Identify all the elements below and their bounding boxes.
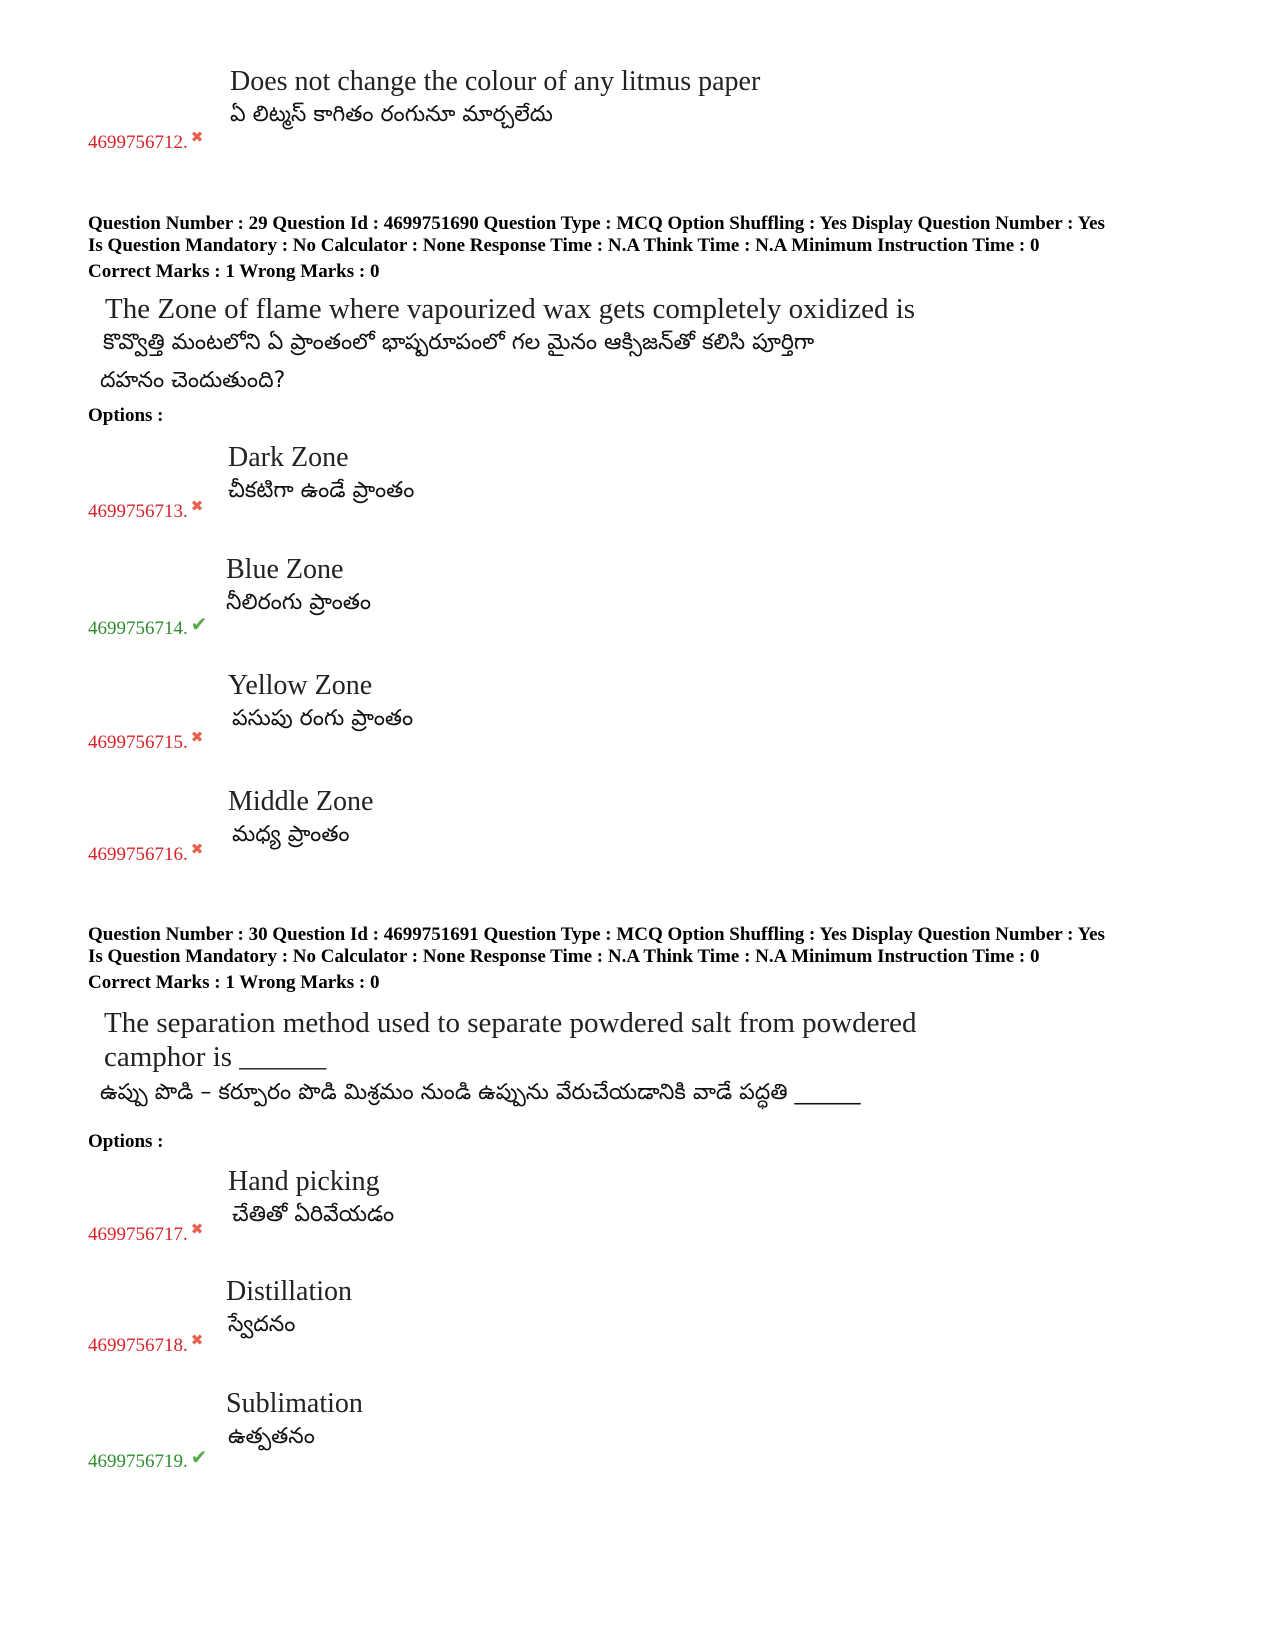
option-id bbox=[88, 1445, 208, 1473]
options-label: Options : bbox=[88, 405, 164, 426]
question-meta-line: Is Question Mandatory : No Calculator : None Response Time : N.A Think Time : N.A Minimum Instruction Time : 0 bbox=[88, 946, 1040, 967]
option-text-en: Dark Zone bbox=[228, 442, 349, 473]
question-meta-line: Question Number : 30 Question Id : 4699751691 Question Type : MCQ Option Shuffling : Yes Display Question Number : Yes bbox=[88, 924, 1105, 945]
cross-mark-icon: ✖ bbox=[190, 1333, 204, 1349]
option-id-label: 4699756715. bbox=[88, 732, 188, 753]
option-text-te: పసుపు రంగు ప్రాంతం bbox=[232, 706, 414, 731]
question-text-te: ఉప్పు పొడి – కర్పూరం పొడి మిశ్రమం నుండి ఉప్పును వేరుచేయడానికి వాడే పద్ధతి ______ bbox=[100, 1080, 861, 1105]
option-id-label: 4699756712. bbox=[88, 132, 188, 153]
option-id bbox=[88, 728, 203, 754]
question-text-te: దహనం చెందుతుంది? bbox=[100, 368, 286, 393]
option-id bbox=[88, 840, 203, 866]
question-marks-line: Correct Marks : 1 Wrong Marks : 0 bbox=[88, 972, 380, 993]
question-text-en: camphor is ______ bbox=[104, 1041, 327, 1073]
option-text-en: Middle Zone bbox=[228, 786, 374, 817]
question-text bbox=[105, 292, 915, 326]
option-id-label: 4699756717. bbox=[88, 1224, 188, 1245]
check-mark-icon: ✔ bbox=[190, 614, 208, 636]
option-text-en: Sublimation bbox=[226, 1388, 363, 1419]
option-id-label: 4699756718. bbox=[88, 1335, 188, 1356]
question-meta-line: Question Number : 29 Question Id : 4699751690 Question Type : MCQ Option Shuffling : Yes Display Question Number : Yes bbox=[88, 213, 1105, 234]
option-text-en: Yellow Zone bbox=[228, 670, 373, 701]
option-id bbox=[88, 612, 208, 640]
option-id-label: 4699756716. bbox=[88, 844, 188, 865]
cross-mark-icon: ✖ bbox=[190, 842, 204, 858]
option-id-label: 4699756719. bbox=[88, 1451, 188, 1472]
question-text-en: The Zone of flame where vapourized wax gets completely oxidized is bbox=[105, 293, 916, 325]
option-id bbox=[88, 497, 203, 523]
option-id-label: 4699756714. bbox=[88, 618, 188, 639]
options-label: Options : bbox=[88, 1131, 164, 1152]
cross-mark-icon: ✖ bbox=[190, 499, 204, 515]
option-text-te: చీకటిగా ఉండే ప్రాంతం bbox=[228, 478, 415, 503]
option-text-te: స్వేదనం bbox=[228, 1312, 296, 1337]
question-meta-line: Is Question Mandatory : No Calculator : None Response Time : N.A Think Time : N.A Minimum Instruction Time : 0 bbox=[88, 235, 1040, 256]
option-id-label: 4699756713. bbox=[88, 501, 188, 522]
option-id bbox=[88, 1220, 203, 1246]
check-mark-icon: ✔ bbox=[190, 1447, 208, 1469]
option-text-en: Hand picking bbox=[228, 1166, 380, 1197]
question-marks-line: Correct Marks : 1 Wrong Marks : 0 bbox=[88, 261, 380, 282]
option-text-te: ఏ లిట్మస్ కాగితం రంగునూ మార్చలేదు bbox=[230, 102, 553, 127]
question-text-te: కొవ్వొత్తి మంటలోని ఏ ప్రాంతంలో భాష్పరూపంలో గల మైనం ఆక్సిజన్‌తో కలిసి పూర్తిగా bbox=[103, 330, 815, 355]
option-text-te: చేతితో ఏరివేయడం bbox=[232, 1202, 395, 1227]
option-id bbox=[88, 1331, 203, 1357]
option-text-en: Does not change the colour of any litmus paper bbox=[230, 66, 761, 97]
option-id bbox=[88, 128, 203, 154]
cross-mark-icon: ✖ bbox=[190, 130, 204, 146]
option-text-te: ఉత్పతనం bbox=[228, 1424, 315, 1449]
option-text-te: మధ్య ప్రాంతం bbox=[232, 822, 350, 847]
question-text bbox=[104, 1006, 917, 1074]
question-text-en: The separation method used to separate powdered salt from powdered bbox=[104, 1007, 917, 1039]
option-text-te: నీలిరంగు ప్రాంతం bbox=[226, 590, 372, 615]
option-text-en: Blue Zone bbox=[226, 554, 344, 585]
cross-mark-icon: ✖ bbox=[190, 1222, 204, 1238]
option-text-en: Distillation bbox=[226, 1276, 352, 1307]
cross-mark-icon: ✖ bbox=[190, 730, 204, 746]
